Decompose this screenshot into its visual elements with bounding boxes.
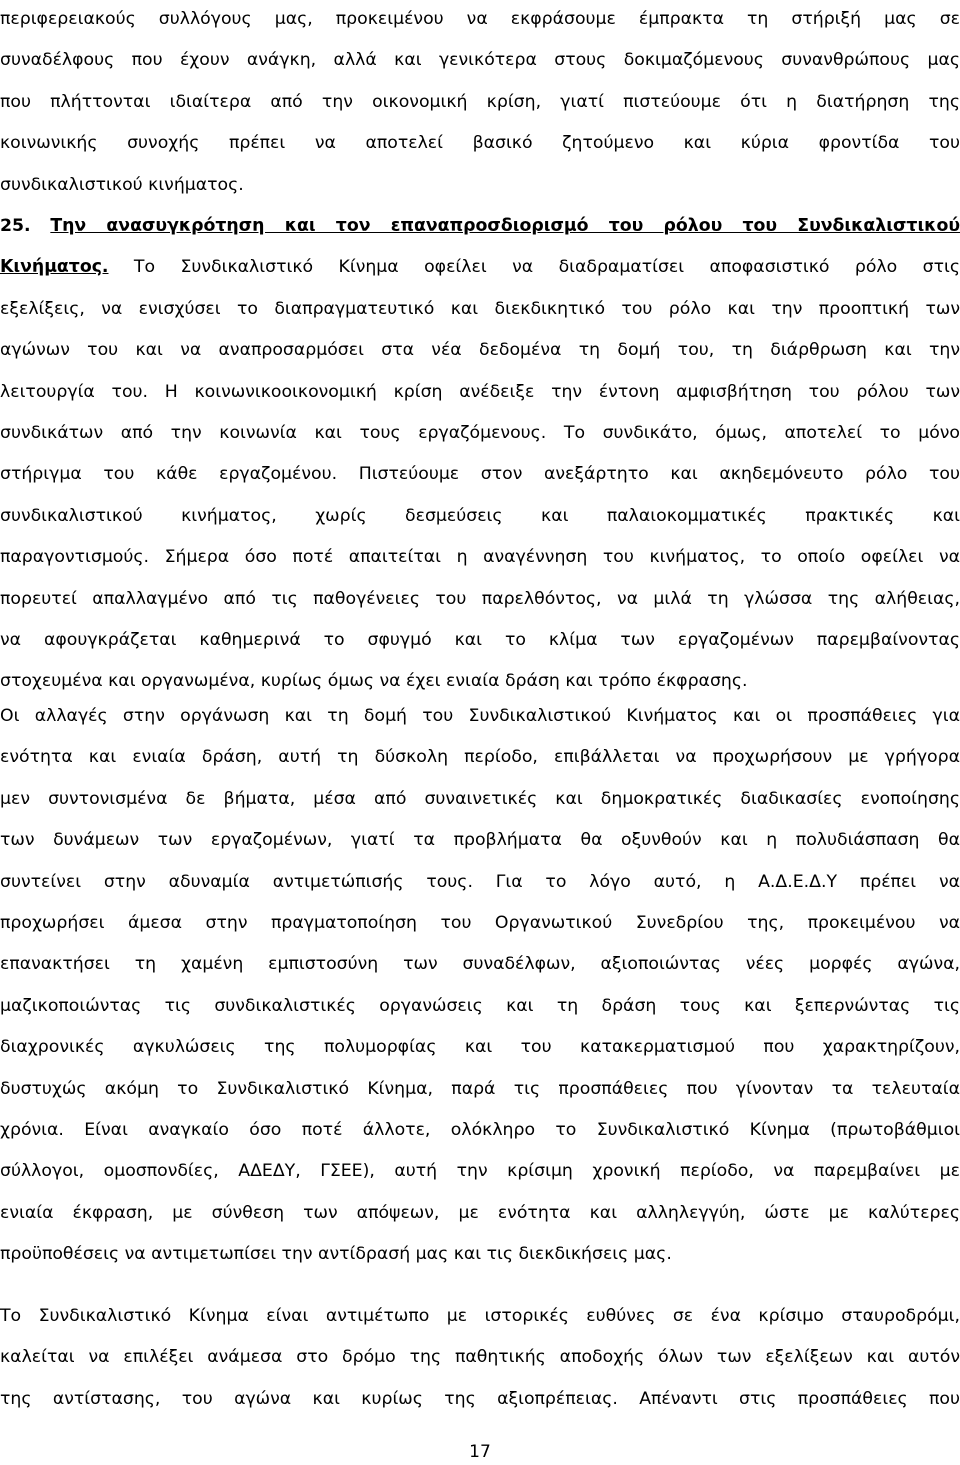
text-line: συντείνει στην αδυναμία αντιμετώπισής τους. Για το λόγο αυτό, η Α.Δ.Ε.Δ.Υ πρέπει να bbox=[0, 871, 960, 892]
text-line: συνδικαλιστικού κινήματος, χωρίς δεσμεύσεις και παλαιοκομματικές πρακτικές και bbox=[0, 505, 960, 526]
text-line: δυστυχώς ακόμη το Συνδικαλιστικό Κίνημα, παρά τις προσπάθειες που γίνονταν τα τελευταία bbox=[0, 1078, 960, 1099]
text-line: διαχρονικές αγκυλώσεις της πολυμορφίας και του κατακερματισμού που χαρακτηρίζουν, bbox=[0, 1037, 960, 1058]
text-line: καλείται να επιλέξει ανάμεσα στο δρόμο της παθητικής αποδοχής όλων των εξελίξεων και αυτόν bbox=[0, 1347, 960, 1368]
text-line: Οι αλλαγές στην οργάνωση και τη δομή του Συνδικαλιστικού Κινήματος και οι προσπάθειες για bbox=[0, 706, 960, 726]
text-line: συναδέλφους που έχουν ανάγκη, αλλά και γενικότερα στους δοκιμαζόμενους συνανθρώπους μας bbox=[0, 50, 960, 71]
section-number: 25. bbox=[0, 216, 31, 236]
paragraph-3 bbox=[0, 696, 960, 1275]
text-line: που πλήττονται ιδιαίτερα από την οικονομική κρίση, γιατί πιστεύουμε ότι η διατήρηση της bbox=[0, 91, 960, 112]
text-line: προϋποθέσεις να αντιμετωπίσει την αντίδρασή μας και τις διεκδικήσεις μας. bbox=[0, 1244, 672, 1265]
text-line: παραγοντισμούς. Σήμερα όσο ποτέ απαιτείται η αναγέννηση του κινήματος, το οποίο οφείλει να bbox=[0, 547, 960, 568]
text-line: συνδικαλιστικού κινήματος. bbox=[0, 174, 244, 195]
text-line: εξελίξεις, να ενισχύσει το διαπραγματευτικό και διεκδικητικό του ρόλο και την προοπτική των bbox=[0, 298, 960, 319]
text-line: κοινωνικής συνοχής πρέπει να αποτελεί βασικό ζητούμενο και κύρια φροντίδα του bbox=[0, 133, 960, 154]
text-line: στήριγμα του κάθε εργαζομένου. Πιστεύουμε στον ανεξάρτητο και ακηδεμόνευτο ρόλο του bbox=[0, 464, 960, 485]
page-number: 17 bbox=[469, 1442, 491, 1462]
text-line: να αφουγκράζεται καθημερινά το σφυγμό και το κλίμα των εργαζομένων παρεμβαίνοντας bbox=[0, 629, 960, 650]
text-line: αγώνων του και να αναπροσαρμόσει στα νέα δεδομένα τη δομή του, τη διάρθρωση και την bbox=[0, 340, 960, 361]
text-line: περιφερειακούς συλλόγους μας, προκειμένου να εκφράσουμε έμπρακτα τη στήριξή μας σε bbox=[0, 9, 960, 29]
text-line: προχωρήσει άμεσα στην πραγματοποίηση του Οργανωτικού Συνεδρίου της, προκειμένου να bbox=[0, 912, 960, 933]
text-line: ενότητα και ενιαία δράση, αυτή τη δύσκολη περίοδο, επιβάλλεται να προχωρήσουν με γρήγορα bbox=[0, 747, 960, 768]
text-line: στοχευμένα και οργανωμένα, κυρίως όμως να έχει ενιαία δράση και τρόπο έκφρασης. bbox=[0, 671, 748, 692]
paragraph-1 bbox=[0, 0, 960, 206]
section-heading: Την ανασυγκρότηση και τον επαναπροσδιορισμό του ρόλου του Συνδικαλιστικού bbox=[50, 216, 960, 236]
text-line bbox=[0, 247, 960, 288]
text-line: πορευτεί απαλλαγμένο από τις παθογένειες του παρελθόντος, να μιλά τη γλώσσα της αλήθειας, bbox=[0, 588, 960, 609]
section-heading-line bbox=[0, 206, 960, 247]
section-heading-continued: Κινήματος. bbox=[0, 257, 109, 278]
text-line: ενιαία έκφραση, με σύνθεση των απόψεων, με ενότητα και αλληλεγγύη, ώστε με καλύτερες bbox=[0, 1202, 960, 1223]
text-line: συνδικάτων από την κοινωνία και τους εργαζόμενους. Το συνδικάτο, όμως, αποτελεί το μόνο bbox=[0, 422, 960, 443]
section-25 bbox=[0, 206, 960, 703]
text-line: μεν συντονισμένα δε βήματα, μέσα από συναινετικές και δημοκρατικές διαδικασίες ενοποίησης bbox=[0, 788, 960, 809]
text-line: χρόνια. Είναι αναγκαίο όσο ποτέ άλλοτε, ολόκληρο το Συνδικαλιστικό Κίνημα (πρωτοβάθμιοι bbox=[0, 1119, 960, 1140]
text-line: της αντίστασης, του αγώνα και κυρίως της αξιοπρέπειας. Απέναντι στις προσπάθειες που bbox=[0, 1388, 960, 1409]
text-line: Το Συνδικαλιστικό Κίνημα είναι αντιμέτωπο με ιστορικές ευθύνες σε ένα κρίσιμο σταυροδρόμι, bbox=[0, 1306, 960, 1326]
text-line: λειτουργία του. Η κοινωνικοοικονομική κρίση ανέδειξε την έντονη αμφισβήτηση του ρόλου των bbox=[0, 381, 960, 402]
text-line: μαζικοποιώντας τις συνδικαλιστικές οργανώσεις και τη δράση τους και ξεπερνώντας τις bbox=[0, 995, 960, 1016]
text-line: επανακτήσει τη χαμένη εμπιστοσύνη των συναδέλφων, αξιοποιώντας νέες μορφές αγώνα, bbox=[0, 954, 960, 975]
text-line: των δυνάμεων των εργαζομένων, γιατί τα προβλήματα θα οξυνθούν και η πολυδιάσπαση θα bbox=[0, 830, 960, 851]
paragraph-4 bbox=[0, 1296, 960, 1420]
text-line: σύλλογοι, ομοσπονδίες, ΑΔΕΔΥ, ΓΣΕΕ), αυτή την κρίσιμη χρονική περίοδο, να παρεμβαίνει με bbox=[0, 1161, 960, 1182]
section-body-start: Το Συνδικαλιστικό Κίνημα οφείλει να διαδραματίσει αποφασιστικό ρόλο στις bbox=[108, 257, 960, 278]
